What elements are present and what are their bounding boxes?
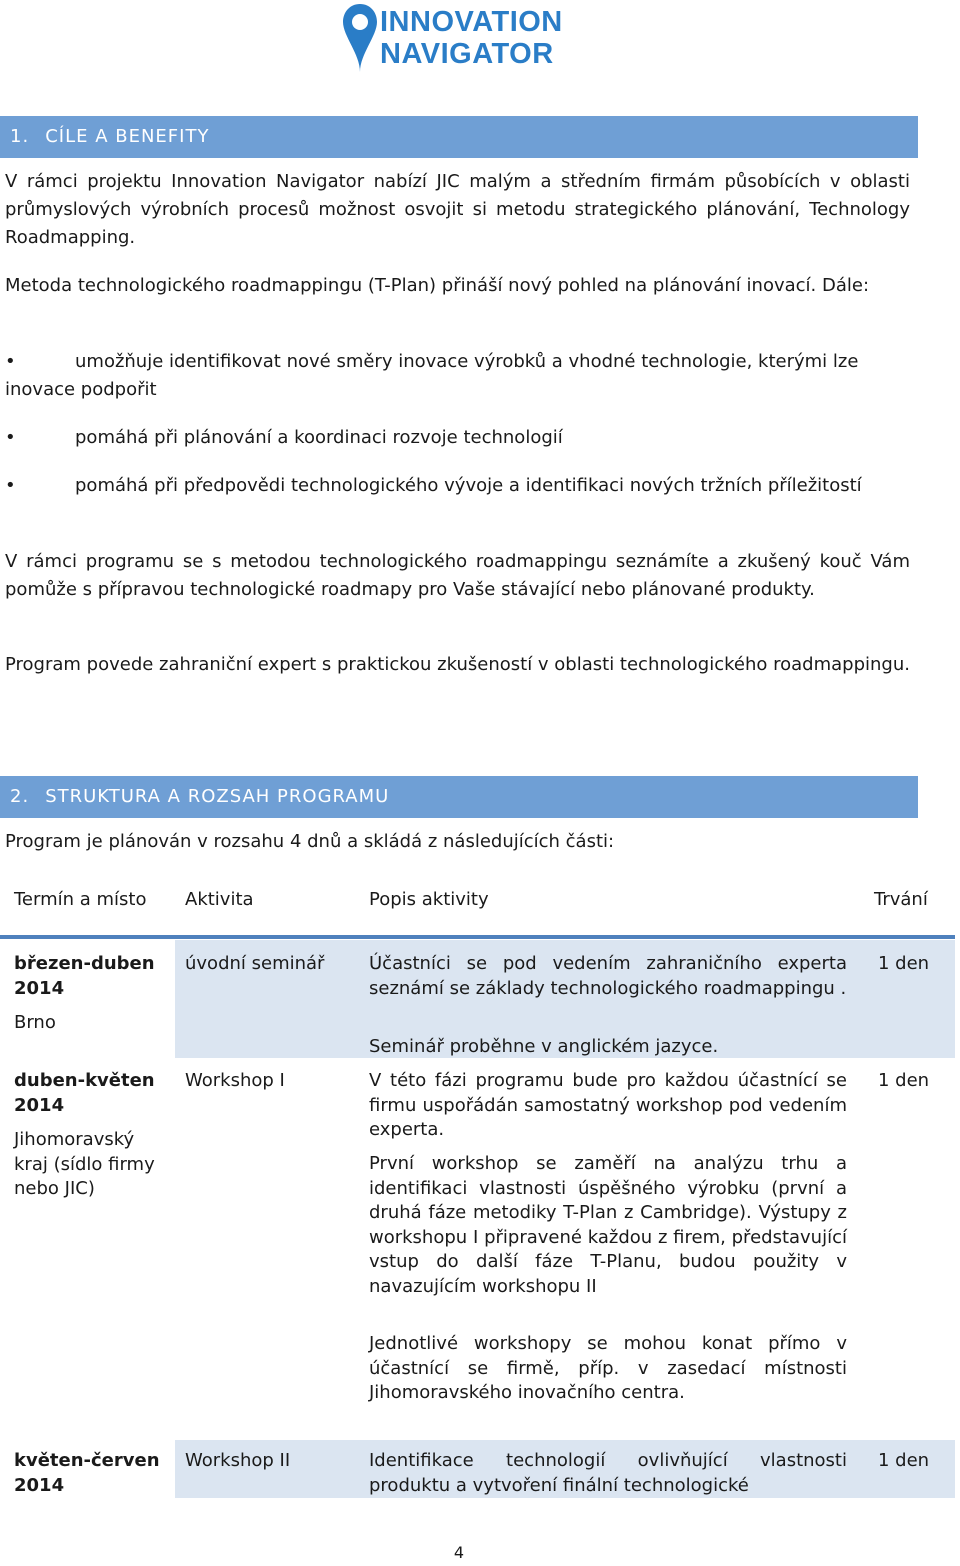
col-header-activity: Aktivita (185, 889, 254, 910)
bullet-marker: • (5, 427, 16, 448)
col-header-date-place: Termín a místo (14, 889, 147, 910)
section-1-heading (0, 116, 918, 158)
section-2-title: STRUKTURA A ROZSAH PROGRAMU (45, 786, 390, 807)
expert-paragraph: Program povede zahraniční expert s praktickou zkušeností v oblasti technologického roadmappingu. (5, 654, 910, 675)
row-activity: Workshop II (185, 1450, 291, 1471)
col-header-duration: Trvání (874, 889, 928, 910)
row-description-part: Seminář proběhne v anglickém jazyce. (369, 1036, 719, 1057)
bullet-marker: • (5, 351, 16, 372)
bullet-item-3: pomáhá při předpovědi technologického vývoje a identifikaci nových tržních příležitostí (75, 475, 862, 496)
row-activity: úvodní seminář (185, 953, 325, 974)
row-place: Brno (14, 1012, 56, 1033)
structure-intro: Program je plánován v rozsahu 4 dnů a skládá z následujících části: (5, 831, 615, 852)
row-date: duben-květen 2014 (14, 1070, 155, 1116)
page-number: 4 (453, 1543, 465, 1562)
program-paragraph: V rámci programu se s metodou technologického roadmappingu seznámíte a zkušený kouč Vám pomůže s přípravou technologické roadmapy pro Vaše stávající nebo plánované produkty. (5, 551, 910, 600)
logo-line-1: INNOVATION (380, 6, 563, 38)
row-description-part: V této fázi programu bude pro každou účastnící se firmu uspořádán samostatný workshop pod vedením experta. (369, 1070, 847, 1140)
col-header-description: Popis aktivity (369, 889, 489, 910)
bullet-item-1: umožňuje identifikovat nové směry inovace výrobků a vhodné technologie, kterými lze inovace podpořit (5, 351, 859, 400)
method-paragraph: Metoda technologického roadmappingu (T-Plan) přináší nový pohled na plánování inovací. Dále: (5, 275, 870, 296)
row-activity: Workshop I (185, 1070, 285, 1091)
logo-wordmark (380, 6, 563, 70)
row-description-part: Jednotlivé workshopy se mohou konat přímo v účastnící se firmě, příp. v zasedací místnosti Jihomoravského inovačního centra. (369, 1333, 847, 1403)
innovation-navigator-logo (342, 2, 592, 76)
section-2-heading (0, 776, 918, 818)
section-1-title: CÍLE A BENEFITY (45, 126, 210, 147)
map-pin-icon (342, 2, 378, 74)
row-duration: 1 den (878, 953, 930, 974)
section-2-number: 2. (10, 786, 30, 807)
row-date: květen-červen 2014 (14, 1450, 160, 1496)
table-header-rule (0, 935, 955, 939)
row-place: Jihomoravský kraj (sídlo firmy nebo JIC) (14, 1129, 155, 1199)
section-1-number: 1. (10, 126, 30, 147)
row-description-part: Účastníci se pod vedením zahraničního experta seznámí se základy technologického roadmappingu . (369, 953, 847, 999)
row-date: březen-duben 2014 (14, 953, 155, 999)
intro-paragraph: V rámci projektu Innovation Navigator nabízí JIC malým a středním firmám působících v oblasti průmyslových výrobních procesů možnost osvojit si metodu strategického plánování, Technology Roadmapping. (5, 171, 910, 248)
row-duration: 1 den (878, 1070, 930, 1091)
row-duration: 1 den (878, 1450, 930, 1471)
logo-line-2: NAVIGATOR (380, 38, 554, 70)
bullet-item-2: pomáhá při plánování a koordinaci rozvoje technologií (75, 427, 563, 448)
row-description-part: Identifikace technologií ovlivňující vlastnosti produktu a vytvoření finální technologické (369, 1450, 847, 1496)
row-description-part: První workshop se zaměří na analýzu trhu a identifikaci vlastnosti úspěšného výrobku (první a druhá fáze metodiky T-Plan z Cambridge). Výstupy z workshopu I připravené každou z firem, představující vstup do další fáze T-Planu, budou použity v navazujícím workshopu II (369, 1153, 847, 1297)
bullet-marker: • (5, 475, 16, 496)
